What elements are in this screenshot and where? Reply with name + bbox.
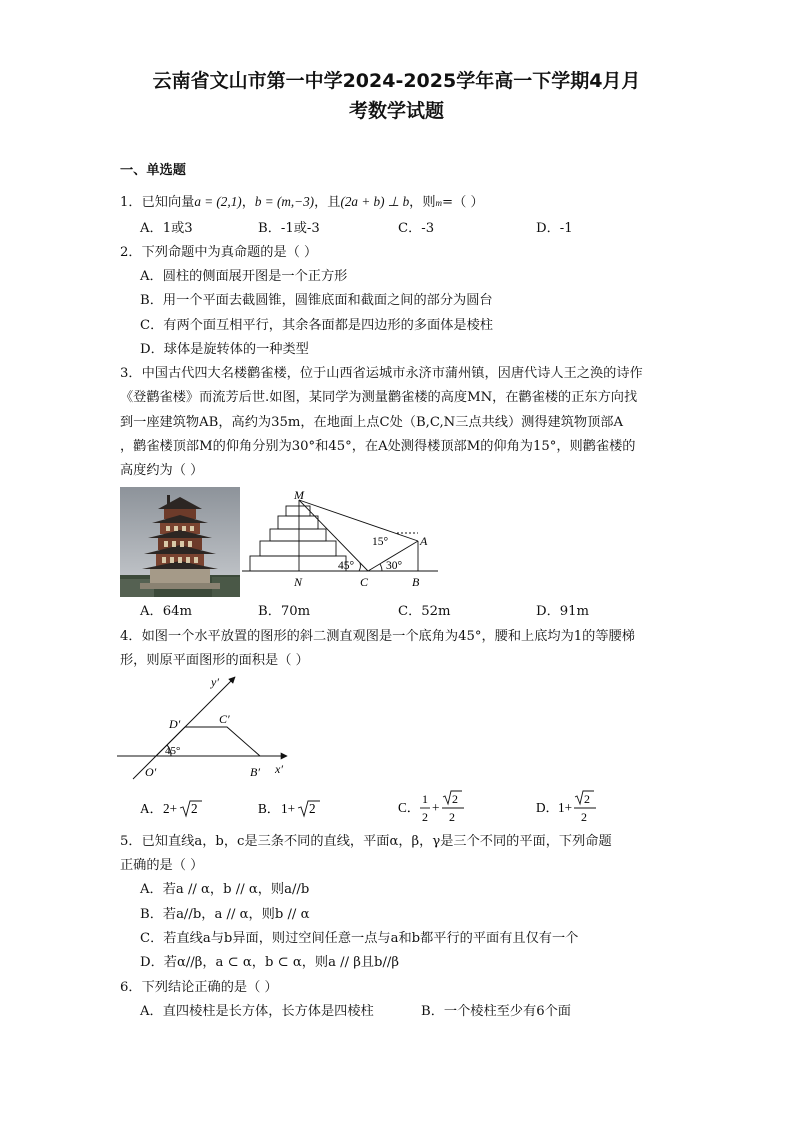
q6-option-a[interactable]: A．直四棱柱是长方体，长方体是四棱柱: [140, 1004, 374, 1019]
q2-text: 下列命题中为真命题的是（ ）: [141, 245, 318, 260]
q3-line-4: ，鹳雀楼顶部M的仰角分别为30°和45°，在A处测得楼顶部M的仰角为15°，则鹳雀楼的: [120, 439, 636, 454]
q4-option-c[interactable]: [398, 788, 488, 832]
q3-option-d[interactable]: D．91m: [536, 604, 590, 619]
q5-line-1: 5．已知直线a，b，c是三条不同的直线，平面α，β，γ是三个不同的平面，下列命题: [120, 834, 612, 849]
q1-condition: (2a + b) ⊥ b: [340, 194, 410, 209]
q1-option-d[interactable]: D．-1: [536, 221, 573, 236]
q2-number: 2．: [120, 245, 142, 260]
q4-a-label: A．: [140, 801, 163, 816]
q3-line-3: 到一座建筑物AB，高约为35m，在地面上点C处（B,C,N三点共线）测得建筑物顶部A: [120, 415, 623, 430]
exam-title: [100, 66, 693, 126]
q1-eq: =（ ）: [442, 195, 484, 210]
q4-c-den2: 2: [449, 810, 455, 824]
q5-option-d[interactable]: D．若α//β，a ⊂ α，b ⊂ α，则a // β且b//β: [140, 955, 399, 970]
tower-photo-art: [120, 487, 240, 597]
q6-stem: 6．下列结论正确的是（ ）: [120, 980, 278, 995]
q2-option-c[interactable]: C．有两个面互相平行，其余各面都是四边形的多面体是棱柱: [140, 318, 493, 333]
title-line-2: 考数学试题: [348, 100, 444, 122]
q1-option-a[interactable]: A．1或3: [140, 221, 193, 236]
q4-d-int: 1+: [558, 800, 573, 815]
q4-c-num1: 1: [422, 792, 428, 806]
q2-option-a[interactable]: A．圆柱的侧面展开图是一个正方形: [140, 269, 348, 284]
q4-c-label: C．: [398, 800, 420, 815]
section-heading: 一、单选题: [120, 163, 186, 178]
q1-stem: 1．已知向量a = (2,1)，b = (m,−3)，且(2a + b) ⊥ b，则m=（ ）: [120, 194, 484, 210]
q1-vector-a: a = (2,1): [194, 194, 242, 209]
q2-option-d[interactable]: D．球体是旋转体的一种类型: [140, 342, 309, 357]
q3-label-N: N: [294, 575, 303, 589]
q2-option-b[interactable]: B．用一个平面去截圆锥，圆锥底面和截面之间的部分为圆台: [140, 293, 493, 308]
q4-d-label: D．: [536, 800, 559, 815]
q3-diagram: [242, 490, 442, 594]
q3-label-A: A: [420, 534, 428, 548]
q4-line-2: 形，则原平面图形的面积是（ ）: [120, 653, 309, 668]
q3-line-5: 高度约为（ ）: [120, 463, 204, 478]
q3-option-b[interactable]: B．70m: [258, 604, 311, 619]
q4-c-rad: 2: [452, 792, 458, 806]
q1-option-c[interactable]: C．-3: [398, 221, 435, 236]
q3-line-2: 《登鹳雀楼》而流芳后世.如图，某同学为测量鹳雀楼的高度MN，在鹳雀楼的正东方向找: [120, 390, 638, 405]
q4-b-rad: 2: [309, 801, 316, 816]
q3-angle-30: 30°: [386, 560, 403, 572]
q4-option-d-formula: [536, 788, 626, 828]
q4-a-rad: 2: [191, 801, 198, 816]
q3-option-c[interactable]: C．52m: [398, 604, 451, 619]
q1-number: 1．: [120, 195, 142, 210]
q4-a-int: 2+: [163, 801, 178, 816]
q4-diagram: [115, 672, 295, 784]
q5-option-b[interactable]: B．若a//b，a // α，则b // α: [140, 907, 310, 922]
q5-line-2: 正确的是（ ）: [120, 858, 204, 873]
q4-option-b-formula: [258, 796, 338, 822]
q1-then: ，则: [409, 195, 436, 210]
q3-angle-45: 45°: [338, 560, 355, 572]
q4-option-b[interactable]: [258, 796, 338, 826]
q1-vector-b: b = (m,−3): [254, 194, 315, 209]
q3-line-1: 3．中国古代四大名楼鹳雀楼，位于山西省运城市永济市蒲州镇，因唐代诗人王之涣的诗作: [120, 366, 643, 381]
q4-b-int: 1+: [281, 801, 296, 816]
q1-cond-pre: ，且: [314, 195, 341, 210]
q1-m: m: [435, 198, 443, 208]
q4-option-a-formula: [140, 796, 220, 822]
q4-d-rad: 2: [584, 792, 590, 806]
q5-option-c[interactable]: C．若直线a与b异面，则过空间任意一点与a和b都平行的平面有且仅有一个: [140, 931, 579, 946]
q4-option-a[interactable]: [140, 796, 220, 826]
q3-label-B: B: [412, 575, 420, 589]
q4-label-B: B′: [250, 765, 260, 779]
q4-c-plus: +: [432, 800, 440, 815]
q4-b-label: B．: [258, 801, 280, 816]
q4-label-y: y′: [211, 675, 219, 689]
q4-option-d[interactable]: [536, 788, 626, 832]
q3-angle-15: 15°: [372, 536, 389, 548]
q5-option-a[interactable]: A．若a // α，b // α，则a//b: [140, 882, 310, 897]
q4-label-O: O′: [145, 765, 157, 779]
q3-label-C: C: [360, 575, 369, 589]
q1-option-b[interactable]: B．-1或-3: [258, 221, 320, 236]
q4-angle-45: 45°: [165, 745, 181, 757]
q3-option-a[interactable]: A．64m: [140, 604, 192, 619]
q4-line-1: 4．如图一个水平放置的图形的斜二测直观图是一个底角为45°，腰和上底均为1的等腰梯: [120, 629, 635, 644]
q6-option-b[interactable]: B．一个棱柱至少有6个面: [421, 1004, 571, 1019]
q2-stem: [120, 244, 317, 262]
tower-photo: [120, 487, 240, 597]
q4-label-x: x′: [275, 762, 283, 776]
title-line-1: 云南省文山市第一中学2024-2025学年高一下学期4月月: [152, 70, 641, 92]
q4-d-den: 2: [581, 810, 587, 824]
q4-label-D: D′: [169, 717, 181, 731]
q3-label-M: M: [294, 490, 304, 502]
q4-c-den1: 2: [422, 810, 428, 824]
q4-option-c-formula: [398, 788, 488, 828]
q1-pre: 已知向量: [141, 195, 195, 210]
q4-label-C: C′: [219, 712, 230, 726]
